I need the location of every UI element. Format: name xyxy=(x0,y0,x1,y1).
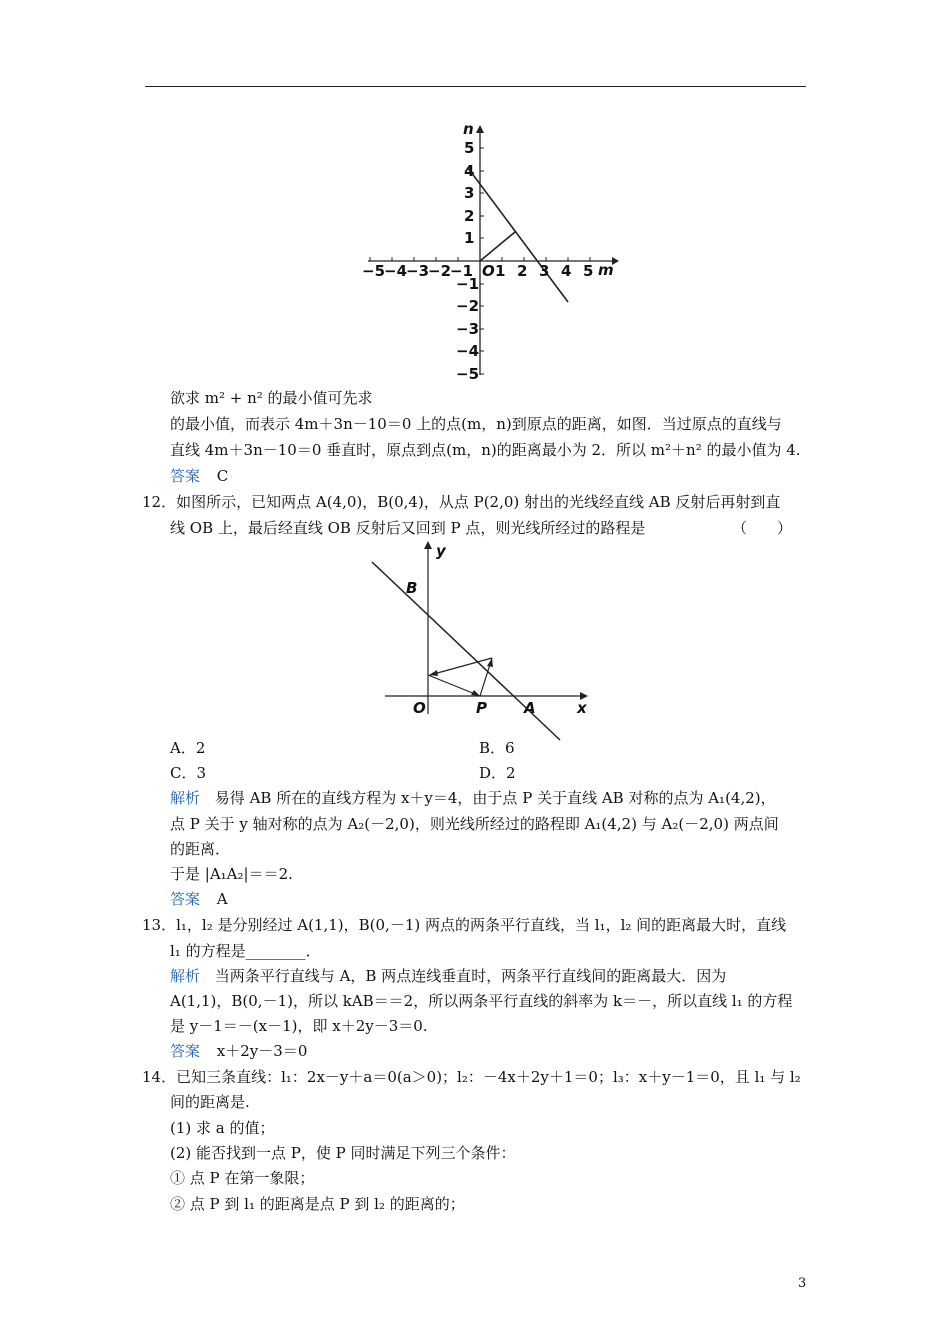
m-axis-label: m xyxy=(598,261,614,279)
y-tick-label: −1 xyxy=(456,275,480,293)
x-tick-label: 1 xyxy=(495,262,506,280)
x-tick-label: 4 xyxy=(561,262,572,280)
answer-label: 答案 xyxy=(170,467,201,485)
q12-analysis-4: 于是 |A₁A₂|＝＝2. xyxy=(170,865,293,883)
q14-condition-1: ① 点 P 在第一象限； xyxy=(170,1169,315,1187)
origin-label: O xyxy=(482,262,495,280)
ray-OB-to-P xyxy=(428,675,480,696)
q13-analysis-2: A(1,1)，B(0,－1)，所以 kAB＝＝2，所以两条平行直线的斜率为 k＝－，所以直线 l₁ 的方程 xyxy=(170,992,793,1010)
q12-analysis-1: 解析 易得 AB 所在的直线方程为 x＋y＝4，由于点 P 关于直线 AB 对称的点为 A₁(4,2)， xyxy=(170,789,776,807)
q13-analysis-1: 解析 当两条平行直线与 A，B 两点连线垂直时，两条平行直线间的距离最大．因为 xyxy=(170,967,727,985)
point-B-label: B xyxy=(406,579,418,597)
q12-analysis-2: 点 P 关于 y 轴对称的点为 A₂(－2,0)，则光线所经过的路程即 A₁(4,2) 与 A₂(－2,0) 两点间 xyxy=(170,815,779,833)
q14-sub-1: (1) 求 a 的值； xyxy=(170,1119,275,1137)
answer-value: A xyxy=(216,890,228,908)
point-P-label: P xyxy=(476,699,487,717)
q14-sub-2: (2) 能否找到一点 P，使 P 同时满足下列三个条件： xyxy=(170,1144,516,1162)
q12-option-b: B．6 xyxy=(479,739,515,757)
y-tick-label: −5 xyxy=(456,365,480,383)
figure-mn-plane xyxy=(360,120,620,382)
analysis-label: 解析 xyxy=(170,789,201,807)
y-tick-label: 4 xyxy=(464,162,475,180)
y-tick-label: 5 xyxy=(464,139,475,157)
line-4m-3n-10 xyxy=(468,168,568,302)
n-axis-arrow xyxy=(476,125,484,133)
origin-label: O xyxy=(413,699,426,717)
q12-analysis-3: 的距离． xyxy=(170,840,231,858)
answer-label: 答案 xyxy=(170,1042,201,1060)
q14-line-1: 14．已知三条直线：l₁：2x－y＋a＝0(a＞0)；l₂：－4x＋2y＋1＝0；l₃：x＋y－1＝0，且 l₁ 与 l₂ xyxy=(142,1068,801,1086)
page-number: 3 xyxy=(798,1276,807,1291)
x-tick-label: −2 xyxy=(428,262,452,280)
q13-answer xyxy=(170,1041,307,1061)
x-tick-label: 5 xyxy=(583,262,594,280)
answer-value: x＋2y－3＝0 xyxy=(216,1042,308,1060)
x-tick-label: 2 xyxy=(517,262,528,280)
q14-line-2: 间的距离是. xyxy=(170,1093,250,1111)
q11-line-1: 欲求 m² + n² 的最小值可先求 xyxy=(170,389,373,407)
q12-line-2: 线 OB 上，最后经直线 OB 反射后又回到 P 点，则光线所经过的路程是 xyxy=(170,519,646,537)
point-A-label: A xyxy=(524,699,536,717)
q14-condition-2: ② 点 P 到 l₁ 的距离是点 P 到 l₂ 的距离的； xyxy=(170,1195,465,1213)
x-tick-label: 3 xyxy=(539,262,550,280)
q11-line-2: 的最小值，而表示 4m＋3n－10＝0 上的点(m，n)到原点的距离，如图．当过原点的直线与 xyxy=(170,415,782,433)
x-tick-label: −3 xyxy=(406,262,430,280)
answer-value: C xyxy=(216,467,229,485)
figure-reflection xyxy=(380,538,595,718)
x-tick-label: −4 xyxy=(384,262,408,280)
y-tick-label: −2 xyxy=(456,297,480,315)
y-axis-arrow xyxy=(424,541,432,549)
analysis-label: 解析 xyxy=(170,967,201,985)
n-axis-label: n xyxy=(463,120,474,138)
y-tick-label: −4 xyxy=(456,342,480,360)
x-axis-label: x xyxy=(577,699,587,717)
q11-line-3: 直线 4m＋3n－10＝0 垂直时，原点到点(m，n)的距离最小为 2．所以 m²＋n² 的最小值为 4. xyxy=(170,441,801,459)
q12-line-1: 12．如图所示，已知两点 A(4,0)，B(0,4)，从点 P(2,0) 射出的光线经直线 AB 反射后再射到直 xyxy=(142,493,781,511)
q12-answer-bracket: （ ） xyxy=(732,519,793,537)
q12-answer xyxy=(170,889,228,909)
q11-answer xyxy=(170,466,228,486)
x-tick-label: −1 xyxy=(450,262,474,280)
q12-option-c: C．3 xyxy=(170,764,207,782)
y-axis-label: y xyxy=(436,542,446,560)
y-tick-label: 1 xyxy=(464,229,475,247)
q13-analysis-3: 是 y－1＝－(x－1)，即 x＋2y－3＝0. xyxy=(170,1017,428,1035)
q13-line-1: 13．l₁，l₂ 是分别经过 A(1,1)，B(0,－1) 两点的两条平行直线，当 l₁，l₂ 间的距离最大时，直线 xyxy=(142,916,787,934)
answer-label: 答案 xyxy=(170,890,201,908)
y-tick-label: 2 xyxy=(464,207,475,225)
y-tick-label: 3 xyxy=(464,184,475,202)
q12-option-d: D．2 xyxy=(479,764,516,782)
header-rule xyxy=(145,86,806,87)
q13-line-2: l₁ 的方程是________． xyxy=(170,942,321,960)
y-tick-label: −3 xyxy=(456,320,480,338)
perpendicular-segment xyxy=(480,232,515,261)
q12-option-a: A．2 xyxy=(170,739,206,757)
x-tick-label: −5 xyxy=(362,262,386,280)
